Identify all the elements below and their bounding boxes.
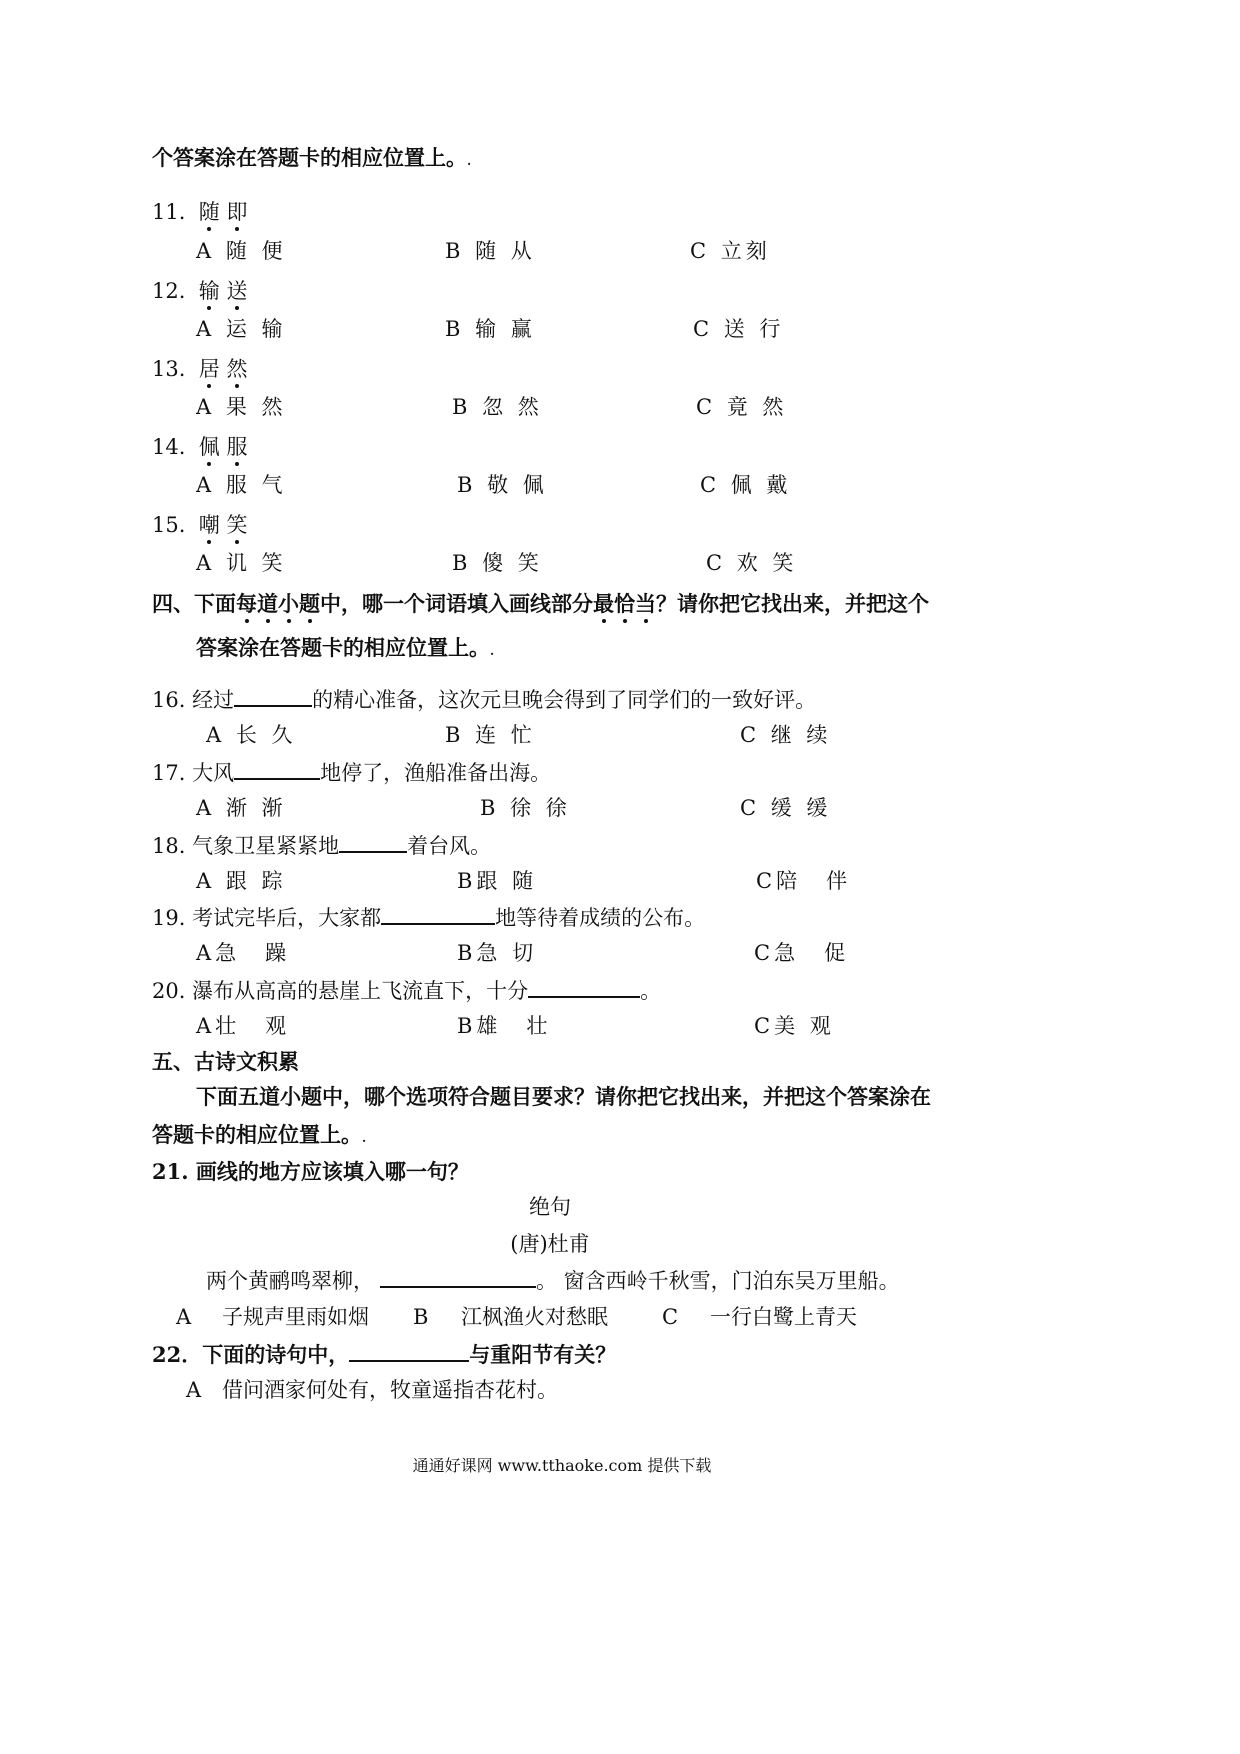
question-20: 20. 瀑布从高高的悬崖上飞流直下，十分 。	[152, 976, 661, 1005]
q21-option-c-letter: C	[662, 1305, 679, 1329]
q13-option-a: A 果 然	[196, 395, 287, 419]
q14-option-c: C 佩 戴	[700, 473, 792, 497]
q15-option-c: C 欢 笑	[706, 551, 798, 575]
answer-blank	[380, 1266, 536, 1288]
question-13: 13. 居 然	[152, 357, 248, 381]
q19-option-c: C急 促	[754, 941, 850, 965]
poem-title: 绝句	[529, 1195, 571, 1219]
q21-option-b: 江枫渔火对愁眠	[461, 1305, 608, 1329]
q21-option-a-letter: A	[176, 1305, 192, 1329]
q12-option-b: B 输 赢	[445, 317, 536, 341]
section-5-title: 五、古诗文积累	[152, 1049, 299, 1074]
section-4-heading: 四、下面每道小题中，哪一个词语填入画线部分最恰当？请你把它找出来，并把这个	[152, 591, 929, 616]
q21-option-a: 子规声里雨如烟	[222, 1305, 369, 1329]
section-5-instruction: 下面五道小题中，哪个选项符合题目要求？请你把它找出来，并把这个答案涂在	[196, 1084, 931, 1109]
answer-blank	[234, 685, 312, 707]
answer-blank	[381, 903, 495, 925]
q15-option-a: A 讥 笑	[196, 551, 287, 575]
question-16: 16. 经过 的精心准备，这次元旦晚会得到了同学们的一致好评。	[152, 685, 816, 714]
question-18: 18. 气象卫星紧紧地 着台风。	[152, 831, 491, 860]
poem-author: (唐)杜甫	[510, 1232, 590, 1256]
q19-option-a: A急 躁	[196, 941, 291, 965]
q22-option-a-letter: A	[186, 1378, 202, 1402]
answer-blank	[339, 831, 407, 853]
q12-option-a: A 运 输	[196, 317, 287, 341]
q16-option-a: A 长 久	[206, 723, 297, 747]
question-15: 15. 嘲 笑	[152, 513, 248, 537]
q13-option-b: B 忽 然	[452, 395, 543, 419]
q14-option-a: A 服 气	[196, 473, 287, 497]
q18-option-a: A 跟 踪	[196, 869, 287, 893]
q20-option-b: B雄 壮	[457, 1014, 552, 1038]
q17-option-a: A 渐 渐	[196, 796, 287, 820]
answer-blank	[234, 758, 320, 780]
instruction-continuation: 个答案涂在答题卡的相应位置上。.	[152, 145, 472, 170]
q21-option-c: 一行白鹭上青天	[710, 1305, 857, 1329]
q17-option-c: C 缓 缓	[740, 796, 832, 820]
q16-option-b: B 连 忙	[445, 723, 536, 747]
q11-option-c: C 立刻	[690, 239, 771, 263]
q12-option-c: C 送 行	[693, 317, 785, 341]
q21-option-b-letter: B	[413, 1305, 429, 1329]
question-17: 17. 大风 地停了，渔船准备出海。	[152, 758, 551, 787]
q20-option-c: C美 观	[754, 1014, 835, 1038]
q20-option-a: A壮 观	[196, 1014, 291, 1038]
section-5-instruction-line-2: 答题卡的相应位置上。.	[152, 1122, 367, 1147]
q19-option-b: B急 切	[457, 941, 538, 965]
question-22: 22．下面的诗句中， 与重阳节有关？	[152, 1342, 617, 1367]
q17-option-b: B 徐 徐	[480, 796, 571, 820]
question-21: 21. 画线的地方应该填入哪一句？	[152, 1159, 469, 1184]
q16-option-c: C 继 续	[740, 723, 832, 747]
answer-blank	[528, 976, 640, 998]
poem-line: 两个黄鹂鸣翠柳， 。 窗含西岭千秋雪，门泊东吴万里船。	[206, 1266, 900, 1295]
q13-option-c: C 竟 然	[696, 395, 788, 419]
section-4-heading-line-2: 答案涂在答题卡的相应位置上。.	[196, 635, 495, 660]
answer-blank	[349, 1340, 469, 1362]
q18-option-c: C陪 伴	[756, 869, 852, 893]
q22-option-a: 借问酒家何处有，牧童遥指杏花村。	[222, 1378, 558, 1402]
question-12: 12. 输 送	[152, 279, 248, 303]
q18-option-b: B跟 随	[457, 869, 538, 893]
question-14: 14. 佩 服	[152, 435, 248, 459]
footer-credit: 通通好课网 www.tthaoke.com 提供下载	[412, 1456, 712, 1475]
q14-option-b: B 敬 佩	[457, 473, 548, 497]
question-19: 19. 考试完毕后，大家都 地等待着成绩的公布。	[152, 903, 705, 932]
q11-option-a: A 随 便	[196, 239, 287, 263]
question-11: 11. 随 即	[152, 200, 248, 224]
q11-option-b: B 随 从	[445, 239, 536, 263]
q15-option-b: B 傻 笑	[452, 551, 543, 575]
